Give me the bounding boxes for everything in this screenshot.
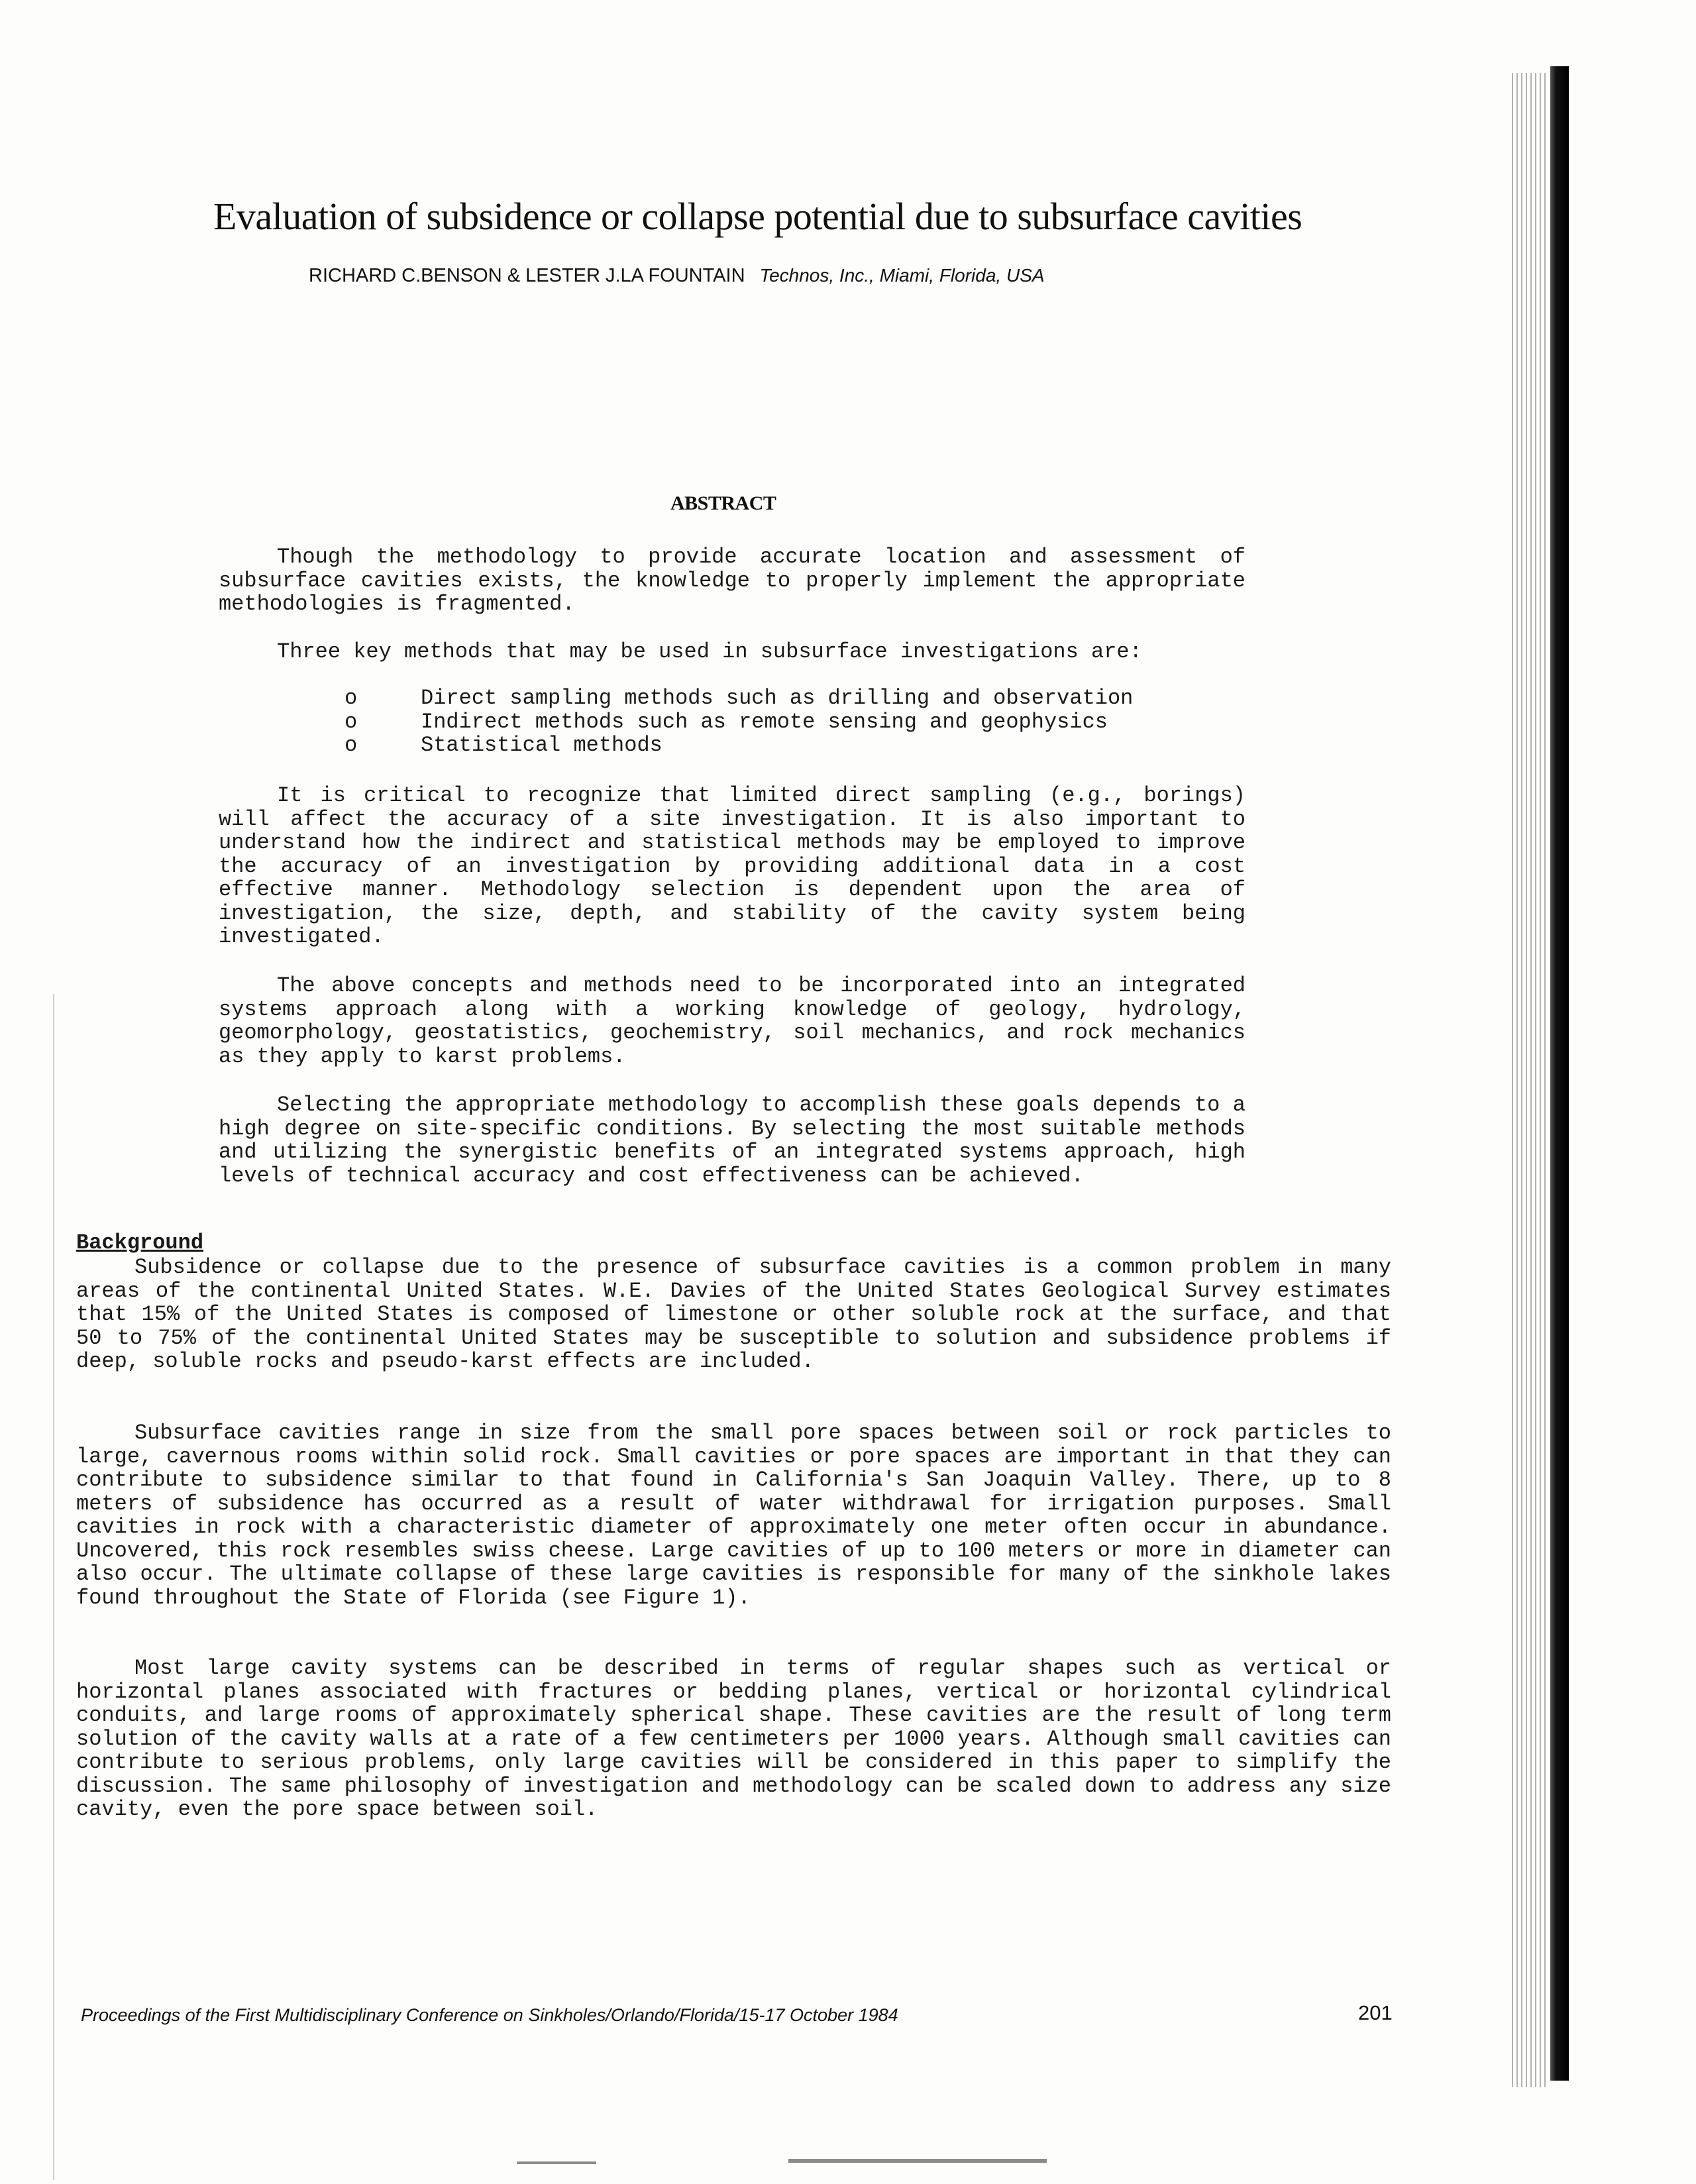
abstract-paragraph <box>219 545 1246 616</box>
paper-title: Evaluation of subsidence or collapse potential due to subsurface cavities <box>213 195 1302 238</box>
scan-left-edge <box>53 994 54 2180</box>
abstract-paragraph-2: It is critical to recognize that limited direct sampling (e.g., borings) will affect the accuracy of a site investigation. It is also important to understand how the indirect and statistical methods may be employed to improve the accuracy of an investigation by providing additional data in a cost effective manner. Methodology selection is dependent upon the area of investigation, the size, depth, and stability of the cavity system being investigated. <box>219 783 1246 949</box>
list-item: o Statistical methods <box>344 733 662 757</box>
list-item: o Direct sampling methods such as drilling and observation <box>344 686 1134 710</box>
bullet-marker: o <box>344 709 358 734</box>
bullet-marker: o <box>344 686 358 710</box>
page-number: 201 <box>1358 2001 1393 2024</box>
abstract-paragraph-3: The above concepts and methods need to be incorporated into an integrated systems approach along with a working knowledge of geology, hydrology, geomorphology, geostatistics, geochemistry, soil mechanics, and rock mechanics as they apply to karst problems. <box>219 973 1246 1069</box>
scan-smudge <box>788 2159 1047 2163</box>
abstract-paragraph-4: Selecting the appropriate methodology to accomplish these goals depends to a high degree on site-specific conditions. By selecting the most suitable methods and utilizing the synergistic benefits of an integrated systems approach, high levels of technical accuracy and cost effectiveness can be achieved. <box>219 1093 1246 1188</box>
background-paragraph <box>76 1657 1391 1822</box>
abstract-paragraph <box>219 1093 1246 1187</box>
methods-list <box>344 686 1133 757</box>
background-paragraph-3: Most large cavity systems can be described in terms of regular shapes such as vertical or horizontal planes associated with fractures or bedding planes, vertical or horizontal cylindrical conduits, and large rooms of approximately spherical shape. These cavities are the result of long term solution of the cavity walls at a rate of a few centimeters per 1000 years. Although small cavities can contribute to serious problems, only large cavities will be considered in this paper to simplify the discussion. The same philosophy of investigation and methodology can be scaled down to address any size cavity, even the pore space between soil. <box>76 1656 1391 1822</box>
author-line <box>309 262 1045 289</box>
author-affiliation: Technos, Inc., Miami, Florida, USA <box>759 265 1045 286</box>
background-heading: Background <box>76 1230 204 1255</box>
scan-smudge <box>517 2161 596 2164</box>
scan-binding-edge <box>1550 66 1569 2081</box>
abstract-paragraph <box>219 784 1246 949</box>
abstract-paragraph <box>219 974 1246 1068</box>
background-paragraph-1: Subsidence or collapse due to the presence of subsurface cavities is a common problem in many areas of the continental United States. W.E. Davies of the United States Geological Survey estimates that 15% of the United States is composed of limestone or other soluble rock at the surface, and that 50 to 75% of the continental United States may be susceptible to solution and subsidence problems if deep, soluble rocks and pseudo-karst effects are included. <box>76 1255 1391 1374</box>
abstract-paragraph-1: Though the methodology to provide accurate location and assessment of subsurface cavities exists, the knowledge to properly implement the appropriate methodologies is fragmented. <box>219 545 1246 616</box>
proceedings-footer: Proceedings of the First Multidisciplinary Conference on Sinkholes/Orlando/Florida/15-17 October 1984 <box>81 2005 898 2025</box>
scan-binding-lines <box>1512 73 1549 2087</box>
background-paragraph <box>76 1256 1391 1374</box>
list-item: o Indirect methods such as remote sensing and geophysics <box>344 709 1108 734</box>
author-names: RICHARD C.BENSON & LESTER J.LA FOUNTAIN <box>309 265 745 286</box>
bullet-marker: o <box>344 733 358 757</box>
abstract-methods-intro: Three key methods that may be used in subsurface investigations are: <box>277 639 1142 664</box>
background-paragraph-2: Subsurface cavities range in size from the small pore spaces between soil or rock particles to large, cavernous rooms within solid rock. Small cavities or pore spaces are important in that they can contribute to subsidence similar to that found in California's San Joaquin Valley. There, up to 8 meters of subsidence has occurred as a result of water withdrawal for irrigation purposes. Small cavities in rock with a characteristic diameter of approximately one meter often occur in abundance. Uncovered, this rock resembles swiss cheese. Large cavities of up to 100 meters or more in diameter can also occur. The ultimate collapse of these large cavities is responsible for many of the sinkhole lakes found throughout the State of Florida (see Figure 1). <box>76 1421 1391 1610</box>
background-paragraph <box>76 1421 1391 1610</box>
abstract-heading: ABSTRACT <box>670 492 776 514</box>
